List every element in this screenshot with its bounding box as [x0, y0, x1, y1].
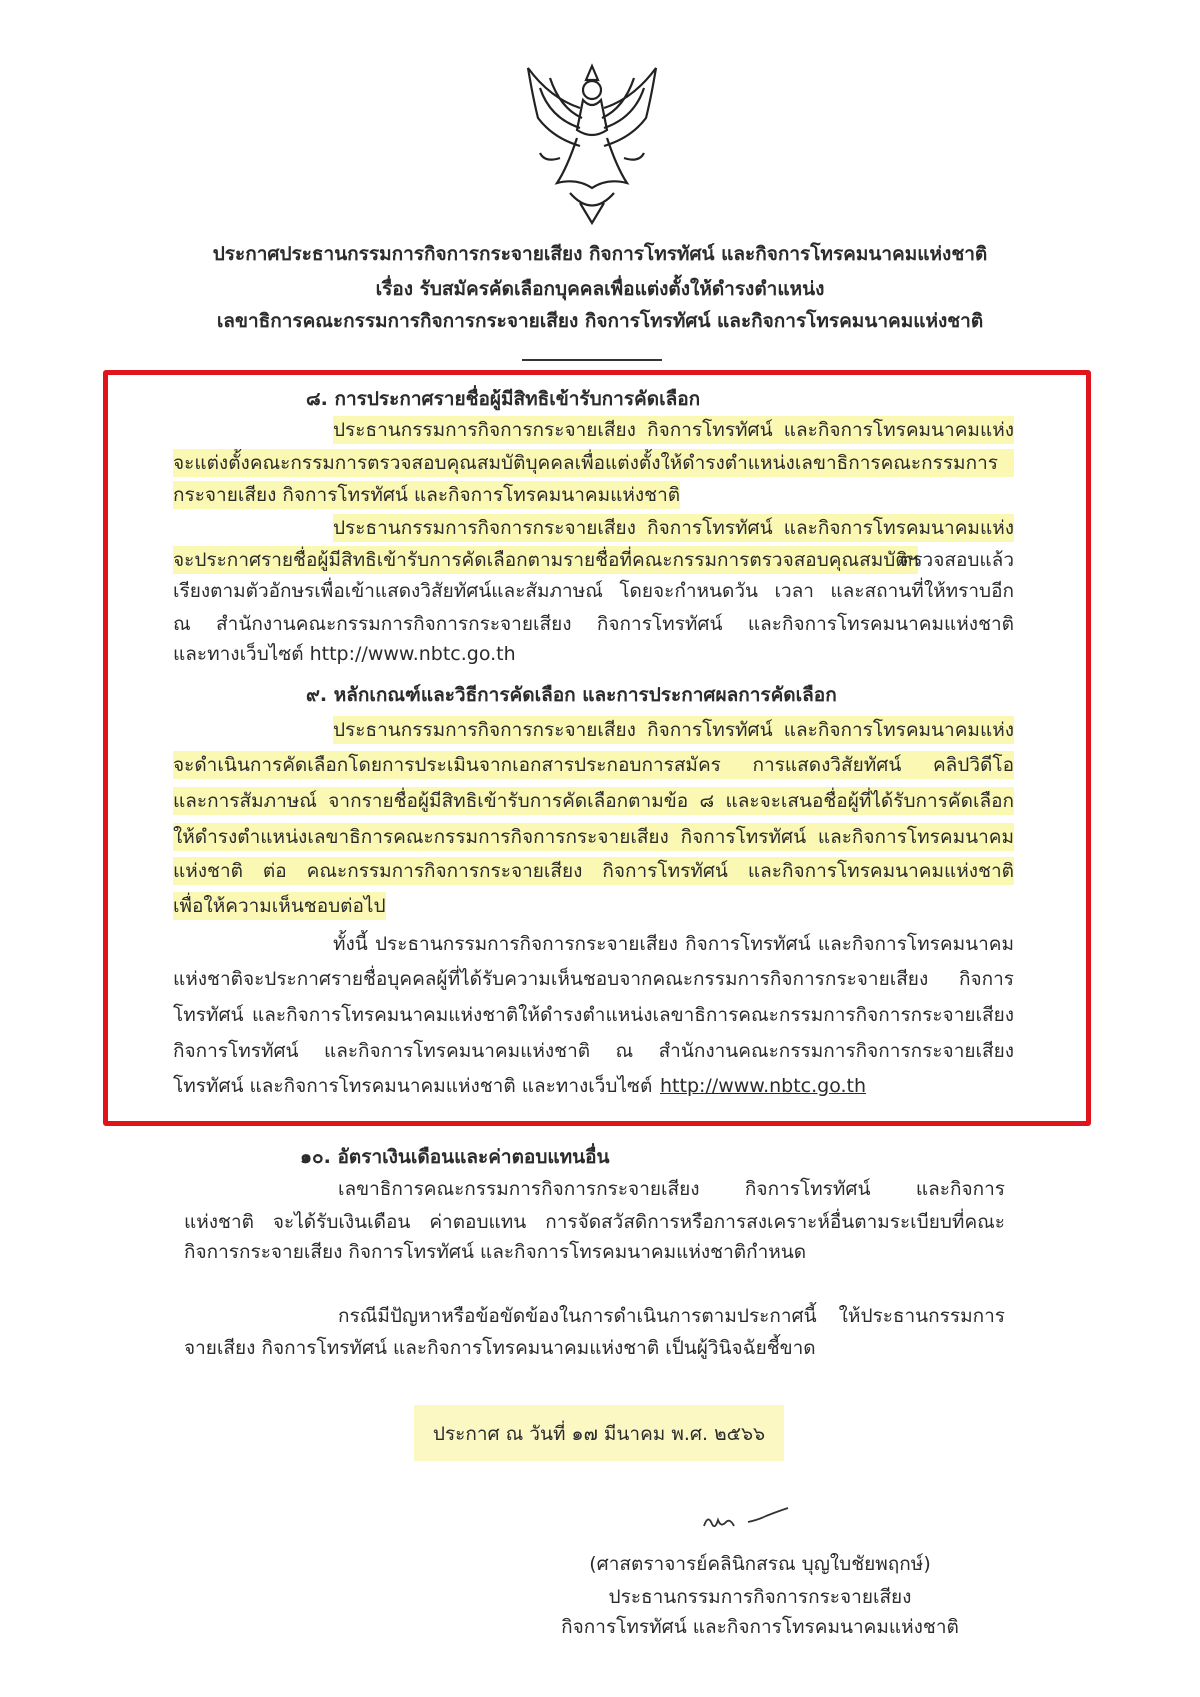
text-line: จะประกาศรายชื่อผู้มีสิทธิเข้ารับการคัดเลือกตามรายชื่อที่คณะกรรมการตรวจสอบคุณสมบัติฯ — [173, 546, 918, 574]
text-line: กิจการโทรทัศน์ และกิจการโทรคมนาคมแห่งชาติ ณ สำนักงานคณะกรรมการกิจการกระจายเสียง — [173, 1040, 1014, 1062]
header-line-3: เลขาธิการคณะกรรมการกิจการกระจายเสียง กิจการโทรทัศน์ และกิจการโทรคมนาคมแห่งชาติ — [216, 310, 984, 332]
text-line: ประธานกรรมการกิจการกระจายเสียง กิจการโทรทัศน์ และกิจการโทรคมนาคมแห่ง — [333, 716, 1014, 744]
signature-mark — [700, 1500, 800, 1540]
text-line: ณ สำนักงานคณะกรรมการกิจการกระจายเสียง กิจการโทรทัศน์ และกิจการโทรคมนาคมแห่งชาติ — [173, 613, 1014, 635]
signatory-title-2: กิจการโทรทัศน์ และกิจการโทรคมนาคมแห่งชาติ — [561, 1616, 959, 1638]
text-line: จายเสียง กิจการโทรทัศน์ และกิจการโทรคมนาคมแห่งชาติ เป็นผู้วินิจฉัยชี้ขาด — [184, 1337, 816, 1359]
text-line: โทรทัศน์ และกิจการโทรคมนาคมแห่งชาติให้ดำรงตำแหน่งเลขาธิการคณะกรรมการกิจการกระจายเสียง — [173, 1004, 1014, 1026]
text-line: กิจการกระจายเสียง กิจการโทรทัศน์ และกิจการโทรคมนาคมแห่งชาติกำหนด — [184, 1241, 807, 1263]
signatory-name: (ศาสตราจารย์คลินิกสรณ บุญใบชัยพฤกษ์) — [589, 1553, 931, 1575]
nbtc-website-link[interactable]: http://www.nbtc.go.th — [660, 1075, 867, 1097]
text-line: เลขาธิการคณะกรรมการกิจการกระจายเสียง กิจการโทรทัศน์ และกิจการ — [338, 1178, 1005, 1200]
text-line: โทรทัศน์ และกิจการโทรคมนาคมแห่งชาติ และทางเว็บไซต์ — [173, 1075, 653, 1097]
text-line: จะแต่งตั้งคณะกรรมการตรวจสอบคุณสมบัติบุคคลเพื่อแต่งตั้งให้ดำรงตำแหน่งเลขาธิการคณะกรรมการ — [173, 449, 1014, 477]
text-line: แห่งชาติจะประกาศรายชื่อบุคคลผู้ที่ได้รับความเห็นชอบจากคณะกรรมการกิจการกระจายเสียง กิจการ — [173, 968, 1014, 990]
header-line-1: ประกาศประธานกรรมการกิจการกระจายเสียง กิจการโทรทัศน์ และกิจการโทรคมนาคมแห่งชาติ — [212, 243, 988, 265]
text-line: เพื่อให้ความเห็นชอบต่อไป — [173, 892, 386, 920]
text-line: เรียงตามตัวอักษรเพื่อเข้าแสดงวิสัยทัศน์และสัมภาษณ์ โดยจะกำหนดวัน เวลา และสถานที่ให้ทราบอีก — [173, 580, 1014, 602]
text-line: ประธานกรรมการกิจการกระจายเสียง กิจการโทรทัศน์ และกิจการโทรคมนาคมแห่ง — [333, 416, 1014, 444]
text-line: และการสัมภาษณ์ จากรายชื่อผู้มีสิทธิเข้ารับการคัดเลือกตามข้อ ๘ และจะเสนอชื่อผู้ที่ได้รับการคัดเลือก — [173, 787, 1014, 815]
text-line: ให้ดำรงตำแหน่งเลขาธิการคณะกรรมการกิจการกระจายเสียง กิจการโทรทัศน์ และกิจการโทรคมนาคม — [173, 823, 1014, 851]
section-9-heading: ๙. หลักเกณฑ์และวิธีการคัดเลือก และการประกาศผลการคัดเลือก — [306, 684, 837, 706]
announcement-date: ประกาศ ณ วันที่ ๑๗ มีนาคม พ.ศ. ๒๕๖๖ — [432, 1423, 766, 1445]
header-line-2: เรื่อง รับสมัครคัดเลือกบุคคลเพื่อแต่งตั้งให้ดำรงตำแหน่ง — [375, 278, 825, 300]
garuda-emblem — [520, 58, 665, 226]
title-divider — [522, 359, 662, 361]
text-line: แห่งชาติ จะได้รับเงินเดือน ค่าตอบแทน การจัดสวัสดิการหรือการสงเคราะห์อื่นตามระเบียบที่คณะ — [184, 1211, 1005, 1233]
text-line: ประธานกรรมการกิจการกระจายเสียง กิจการโทรทัศน์ และกิจการโทรคมนาคมแห่ง — [333, 514, 1014, 542]
signatory-title-1: ประธานกรรมการกิจการกระจายเสียง — [608, 1586, 912, 1608]
section-10-heading: ๑๐. อัตราเงินเดือนและค่าตอบแทนอื่น — [300, 1146, 610, 1168]
text-line: และทางเว็บไซต์ http://www.nbtc.go.th — [173, 643, 516, 665]
text-line: จะดำเนินการคัดเลือกโดยการประเมินจากเอกสารประกอบการสมัคร การแสดงวิสัยทัศน์ คลิปวิดีโอ — [173, 751, 1014, 779]
section-8-heading: ๘. การประกาศรายชื่อผู้มีสิทธิเข้ารับการคัดเลือก — [306, 388, 701, 410]
text-line: กระจายเสียง กิจการโทรทัศน์ และกิจการโทรคมนาคมแห่งชาติ — [173, 481, 680, 509]
text-line: ตรวจสอบแล้ว — [900, 549, 1014, 571]
text-line: ทั้งนี้ ประธานกรรมการกิจการกระจายเสียง กิจการโทรทัศน์ และกิจการโทรคมนาคม — [333, 933, 1014, 955]
text-line: แห่งชาติ ต่อ คณะกรรมการกิจการกระจายเสียง กิจการโทรทัศน์ และกิจการโทรคมนาคมแห่งชาติ — [173, 857, 1014, 885]
text-line: กรณีมีปัญหาหรือข้อขัดข้องในการดำเนินการตามประกาศนี้ ให้ประธานกรรมการ — [338, 1305, 1005, 1327]
